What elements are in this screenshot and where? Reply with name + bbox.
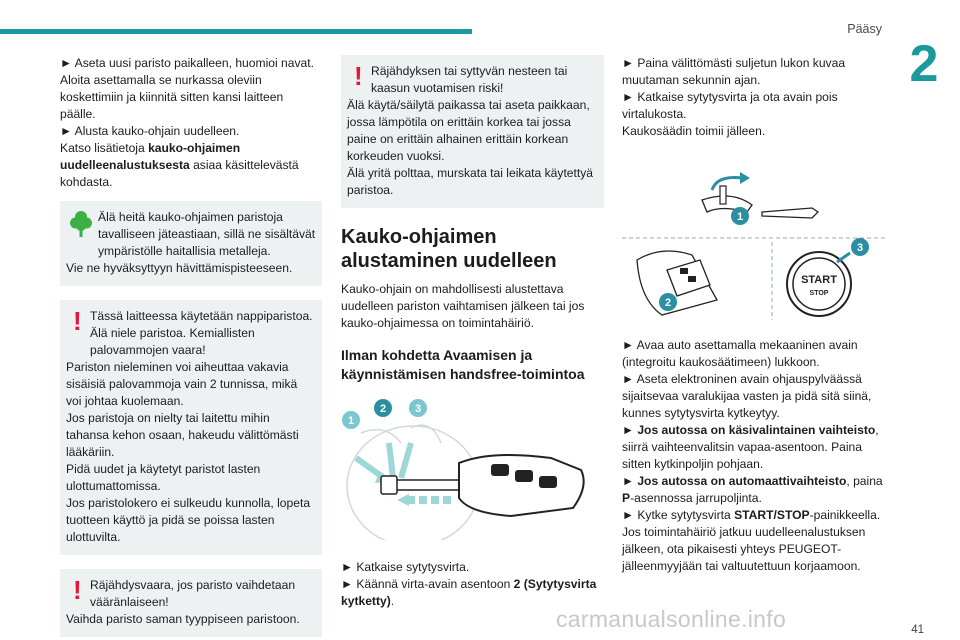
warning-box-explosion xyxy=(60,569,322,637)
svg-text:2: 2 xyxy=(664,297,672,309)
warning-box-leak xyxy=(341,55,604,208)
eco-notice-box xyxy=(60,201,322,286)
svg-text:1: 1 xyxy=(347,415,355,427)
column-3 xyxy=(622,55,887,575)
step-manual-gearbox: ► Jos autossa on käsivalintainen vaihteisto, siirrä vaihteenvalitsin vapaa-asentoon. Paina sitten kytkinpoljin pohjaan. xyxy=(622,423,879,471)
contact-dealer: Jos toimintahäiriö jatkuu uudelleenalustuksen jälkeen, ota pikaisesti yhteys PEUGEOT-jälleenmyyjään tai valtuutettuun korjaamoon. xyxy=(622,525,866,573)
svg-text:3: 3 xyxy=(414,403,422,415)
step-turn-key: ► Käännä virta-avain asentoon 2 (Sytytysvirta kytketty). xyxy=(341,577,597,608)
step-backup-reader: ► Aseta elektroninen avain ohjauspylväässä sijaitsevaa varalukijaa vasten ja pidä sitä siinä, kunnes sytytysvirta kytkeytyy. xyxy=(622,372,872,420)
leak-warning-text-1: Räjähdyksen tai syttyvän nesteen tai kaasun vuotamisen riski! xyxy=(371,64,568,95)
key-ignition-illustration xyxy=(341,398,604,540)
leak-warning-text-3: Älä yritä polttaa, murskata tai leikata käytettyä paristoa. xyxy=(347,166,594,197)
warning-text-2: Pariston nieleminen voi aiheuttaa vakavia sisäisiä palovammoja vain 2 tunnissa, mikä voi johtaa kuolemaan. xyxy=(66,360,298,408)
warning-exclamation-icon: ! xyxy=(73,575,82,605)
step-switch-off: ► Katkaise sytytysvirta. xyxy=(341,560,470,574)
eco-text-2: Vie ne hyväksyttyyn hävittämispisteeseen. xyxy=(66,261,293,275)
svg-text:2: 2 xyxy=(379,403,387,415)
intro-paragraph: Kauko-ohjain on mahdollisesti alustettava uudelleen pariston vaihtamisen jälkeen tai jos kauko-ohjaimessa on toimintahäiriö. xyxy=(341,282,585,330)
warning-text-5: Jos paristolokero ei sulkeudu kunnolla, lopeta tuotteen käyttö ja pidä se poissa lasten ulottuvilta. xyxy=(66,496,311,544)
header-accent-bar xyxy=(0,29,472,34)
paragraph-reinit: ► Alusta kauko-ohjain uudelleen. xyxy=(60,124,240,138)
warning-explosion-text-1: Räjähdysvaara, jos paristo vaihdetaan vääränlaiseen! xyxy=(90,578,296,609)
section-heading: Kauko-ohjaimen alustaminen uudelleen xyxy=(341,226,557,272)
paragraph-insert-battery: ► Aseta uusi paristo paikalleen, huomioi navat. Aloita asettamalla se nurkassa oleviin koskettimiin ja kiinnitä sitten kansi laitteen päälle. xyxy=(60,56,314,121)
watermark: carmanualsonline.info xyxy=(556,606,787,632)
step-start-stop: ► Kytke sytytysvirta START/STOP-painikkeella. xyxy=(622,508,881,522)
warning-box-battery xyxy=(60,300,322,555)
remote-works-again: Kaukosäädin toimii jälleen. xyxy=(622,124,766,138)
svg-text:3: 3 xyxy=(856,242,864,254)
leak-warning-text-2: Älä käytä/säilytä paikassa tai aseta paikkaan, jossa lämpötila on erittäin korkea tai jossa paine on erittäin alhainen erittäin korkean korkeuden vuoksi. xyxy=(347,98,590,163)
warning-exclamation-icon: ! xyxy=(73,306,82,336)
eco-text-1: Älä heitä kauko-ohjaimen paristoja tavalliseen jäteastiaan, sillä ne sisältävät ympäristölle haitallisia metalleja. xyxy=(98,210,316,258)
step-press-lock: ► Paina välittömästi suljetun lukon kuvaa muutaman sekunnin ajan. xyxy=(622,56,846,87)
link-reinit-section: kauko-ohjaimen uudelleenalustuksesta xyxy=(60,141,241,172)
column-2 xyxy=(341,55,604,610)
step-remove-key: ► Katkaise sytytysvirta ja ota avain pois virtalukosta. xyxy=(622,90,838,121)
paragraph-see-more: Katso lisätietoja kauko-ohjaimen uudelleenalustuksesta asiaa käsittelevästä kohdasta. xyxy=(60,141,299,189)
start-label: START xyxy=(801,274,837,286)
step-auto-gearbox: ► Jos autossa on automaattivaihteisto, paina P-asennossa jarrupoljinta. xyxy=(622,474,883,505)
column-1 xyxy=(60,55,322,637)
warning-explosion-text-2: Vaihda paristo saman tyyppiseen paristoon. xyxy=(66,612,300,626)
warning-text-3: Jos paristoja on nielty tai laitettu mihin tahansa kehon osaan, hakeudu välittömästi lääkäriin. xyxy=(66,411,299,459)
section-title: Pääsy xyxy=(847,22,882,36)
warning-text-1: Tässä laitteessa käytetään nappiparistoa. Älä niele paristoa. Kemiallisten palovammojen vaara! xyxy=(90,309,313,357)
step-open-mechanical: ► Avaa auto asettamalla mekaaninen avain (integroitu kaukosäätimeen) lukkoon. xyxy=(622,338,858,369)
chapter-number: 2 xyxy=(909,35,939,93)
sub-heading: Ilman kohdetta Avaamisen ja käynnistämisen handsfree-toimintoa xyxy=(341,347,585,382)
warning-exclamation-icon: ! xyxy=(354,61,363,91)
stop-label: STOP xyxy=(809,290,829,297)
page-number: 41 xyxy=(911,624,924,636)
warning-text-4: Pidä uudet ja käytetyt paristot lasten ulottumattomissa. xyxy=(66,462,261,493)
eco-tree-icon xyxy=(70,209,92,243)
handsfree-start-illustration xyxy=(622,150,887,320)
svg-text:1: 1 xyxy=(736,211,744,223)
